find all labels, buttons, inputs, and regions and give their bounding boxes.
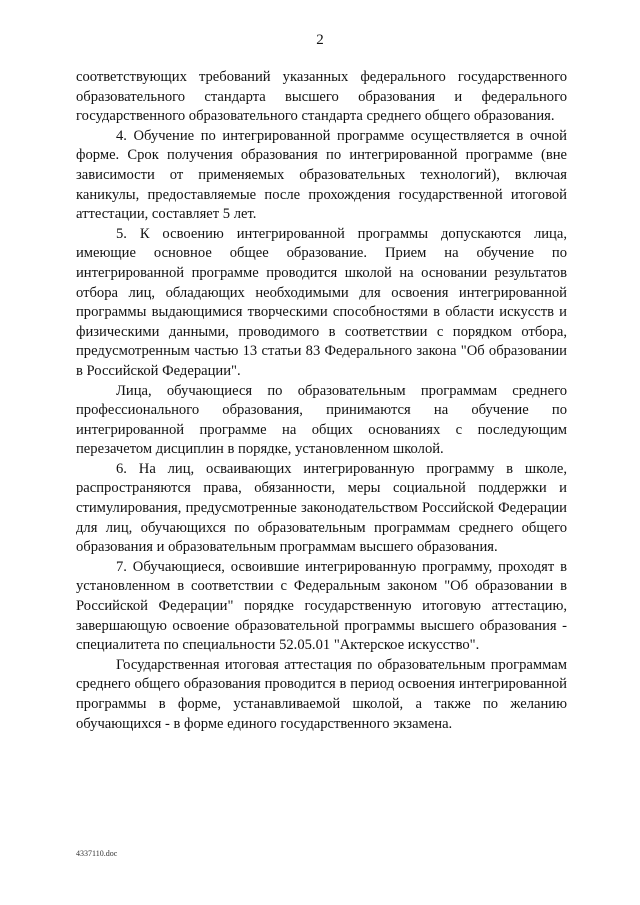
paragraph-item-4: 4. Обучение по интегрированной программе осуществляется в очной форме. Срок получения образования по интегрированной программе (вне зависимости от применяемых образовательных технологий), включая каникулы, предоставляемые после прохождения государственной итоговой аттестации, составляет 5 лет. [76, 127, 567, 223]
paragraph-item-7: 7. Обучающиеся, освоившие интегрированную программу, проходят в установленном в соответствии с Федеральным законом "Об образовании в Российской Федерации" порядке государственную итоговую аттестацию, завершающую освоение образовательной программы высшего образования - специалитета по специальности 52.05.01 "Актерское искусство". [76, 558, 567, 654]
paragraph-continuation: соответствующих требований указанных федерального государственного образовательного стандарта высшего образования и федерального государственного образовательного стандарта среднего общего образования. [76, 69, 567, 125]
document-body [76, 68, 567, 734]
paragraph-item-5: 5. К освоению интегрированной программы допускаются лица, имеющие основное общее образование. Прием на обучение по интегрированной программе проводится школой на основании результатов отбора лиц, обладающих необходимыми для освоения интегрированной программы выдающимися творческими способностями в области искусств и физическими данными, проводимого в соответствии с порядком отбора, предусмотренным частью 13 статьи 83 Федерального закона "Об образовании в Российской Федерации". [76, 225, 567, 379]
page-number: 2 [316, 32, 324, 48]
document-footer: 4337110.doc [76, 849, 118, 858]
paragraph-item-6: 6. На лиц, осваивающих интегрированную программу в школе, распространяются права, обязанности, меры социальной поддержки и стимулирования, предусмотренные законодательством Российской Федерации для лиц, обучающихся по образовательным программам среднего общего образования и образовательным программам высшего образования. [76, 460, 567, 556]
paragraph-item-7-continued: Государственная итоговая аттестация по образовательным программам среднего общего образования проводится в период освоения интегрированной программы в форме, устанавливаемой школой, а также по желанию обучающихся - в форме единого государственного экзамена. [76, 656, 567, 732]
paragraph-item-5-continued: Лица, обучающиеся по образовательным программам среднего профессионального образования, принимаются на обучение по интегрированной программе на общих основаниях с последующим перезачетом дисциплин в порядке, установленном школой. [76, 382, 567, 458]
